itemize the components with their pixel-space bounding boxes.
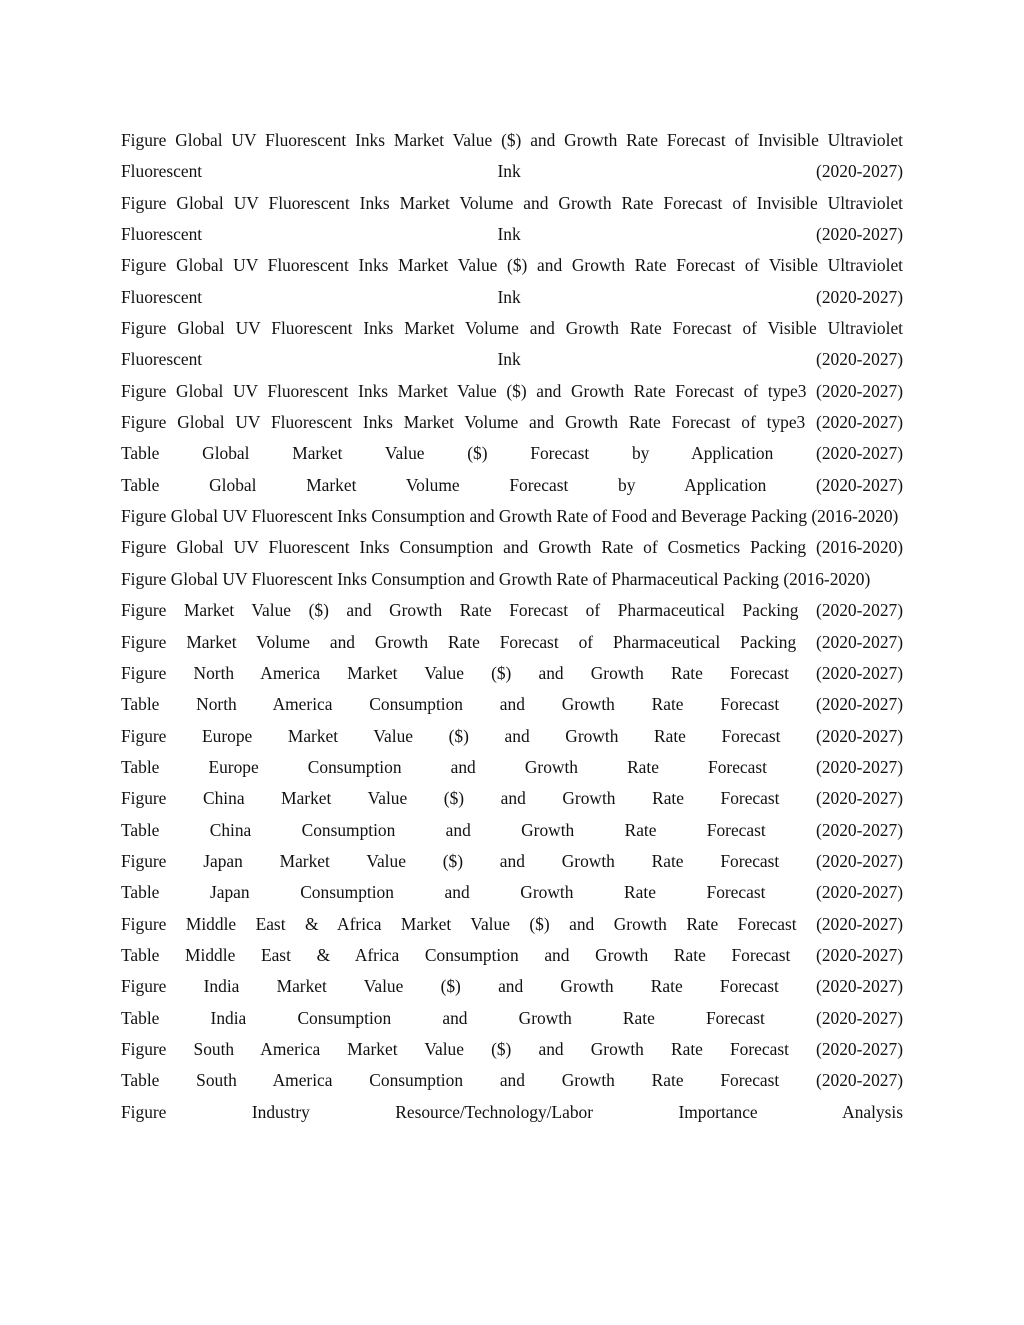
list-item: Table Global Market Volume Forecast by Application (2020-2027) [121,474,903,495]
list-item: Figure Market Volume and Growth Rate Forecast of Pharmaceutical Packing (2020-2027) [121,631,903,652]
list-item: Table Global Market Value ($) Forecast by Application (2020-2027) [121,443,903,464]
list-item: Table China Consumption and Growth Rate Forecast (2020-2027) [121,819,903,840]
list-item: Figure Global UV Fluorescent Inks Market Volume and Growth Rate Forecast of type3 (2020-2027) [121,412,903,433]
list-of-figures-and-tables [121,125,903,1128]
list-item: Figure Market Value ($) and Growth Rate Forecast of Pharmaceutical Packing (2020-2027) [121,600,903,621]
list-item: Figure Global UV Fluorescent Inks Market Volume and Growth Rate Forecast of Visible Ultraviolet Fluorescent Ink (2020-2027) [121,318,903,370]
list-item: Figure Global UV Fluorescent Inks Consumption and Growth Rate of Cosmetics Packing (2016-2020) [121,537,903,558]
list-item: Figure China Market Value ($) and Growth Rate Forecast (2020-2027) [121,788,903,809]
list-item: Figure Global UV Fluorescent Inks Market Volume and Growth Rate Forecast of Invisible Ultraviolet Fluorescent Ink (2020-2027) [121,192,903,245]
list-item: Figure Europe Market Value ($) and Growth Rate Forecast (2020-2027) [121,725,903,746]
list-item: Figure India Market Value ($) and Growth Rate Forecast (2020-2027) [121,976,903,997]
list-item: Table Japan Consumption and Growth Rate Forecast (2020-2027) [121,882,903,903]
list-item: Figure Global UV Fluorescent Inks Market Value ($) and Growth Rate Forecast of type3 (2020-2027) [121,380,903,401]
list-item: Figure Global UV Fluorescent Inks Consumption and Growth Rate of Food and Beverage Packing (2016-2020) [121,506,899,527]
list-item: Figure North America Market Value ($) and Growth Rate Forecast (2020-2027) [121,662,903,683]
list-item: Table South America Consumption and Growth Rate Forecast (2020-2027) [121,1070,903,1091]
list-item: Figure Middle East & Africa Market Value ($) and Growth Rate Forecast (2020-2027) [121,913,903,934]
list-item: Table Europe Consumption and Growth Rate Forecast (2020-2027) [121,756,903,777]
list-item: Figure Global UV Fluorescent Inks Market Value ($) and Growth Rate Forecast of Invisible Ultraviolet Fluorescent Ink (2020-2027) [121,130,903,182]
list-item: Table Middle East & Africa Consumption and Growth Rate Forecast (2020-2027) [121,944,903,965]
list-item: Table North America Consumption and Growth Rate Forecast (2020-2027) [121,694,903,715]
list-item: Figure Global UV Fluorescent Inks Market Value ($) and Growth Rate Forecast of Visible Ultraviolet Fluorescent Ink (2020-2027) [121,255,903,307]
list-item: Table India Consumption and Growth Rate Forecast (2020-2027) [121,1007,903,1028]
list-item: Figure South America Market Value ($) and Growth Rate Forecast (2020-2027) [121,1038,903,1059]
list-item: Figure Industry Resource/Technology/Labor Importance Analysis [121,1101,903,1122]
list-item: Figure Global UV Fluorescent Inks Consumption and Growth Rate of Pharmaceutical Packing (2016-2020) [121,568,871,589]
list-item: Figure Japan Market Value ($) and Growth Rate Forecast (2020-2027) [121,850,903,871]
